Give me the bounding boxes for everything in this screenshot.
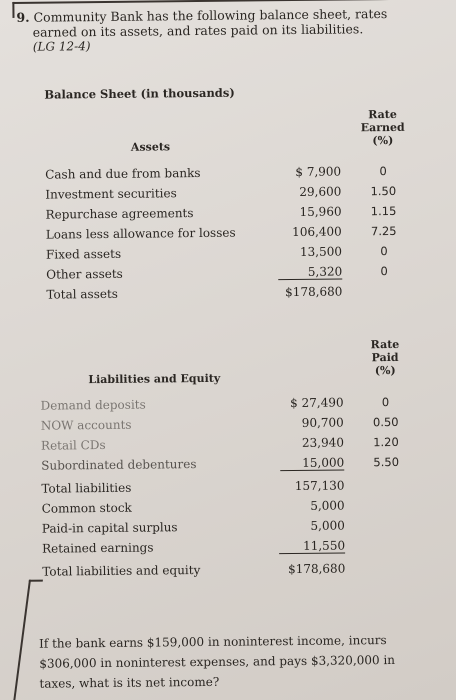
problem-statement (16, 6, 387, 55)
liability-label: Subordinated debentures (41, 457, 197, 473)
liability-label: Retail CDs (40, 437, 106, 453)
rate-earned-line-1: Rate (368, 107, 397, 122)
liability-amount: 15,000 (280, 455, 344, 471)
liability-amount: 90,700 (301, 415, 344, 430)
asset-rate: 0 (380, 264, 388, 279)
problem-number: 9. (16, 9, 30, 25)
question-text (39, 630, 395, 694)
asset-total-row (0, 283, 456, 308)
liability-row (1, 454, 456, 479)
problem-text-1: Community Bank has the following balance sheet, rates (33, 6, 388, 25)
liability-amount: 5,000 (310, 498, 345, 513)
assets-header: Assets (130, 140, 171, 154)
liability-amount: 23,940 (301, 435, 345, 450)
asset-amount: 5,320 (278, 265, 343, 281)
liability-row (2, 537, 456, 562)
liabilities-header: Liabilities and Equity (88, 371, 221, 387)
liability-rate: 5.50 (373, 454, 400, 470)
question-line-3: taxes, what is its net income? (39, 674, 220, 691)
rate-earned-header (357, 108, 407, 148)
rate-paid-line-1: Rate (370, 337, 400, 352)
asset-label: Other assets (46, 266, 123, 282)
asset-amount: 106,400 (292, 224, 342, 240)
question-line-2: $306,000 in noninterest expenses, and pays $3,320,000 in (39, 652, 396, 671)
liability-label: Paid-in capital surplus (41, 520, 178, 536)
liability-total-row (2, 560, 456, 585)
liability-label: Total liabilities and equity (42, 563, 201, 579)
asset-label: Fixed assets (45, 246, 122, 262)
asset-amount: 29,600 (299, 184, 342, 199)
learning-goal: (LG 12-4) (32, 39, 91, 54)
rate-paid-line-2: Paid (371, 350, 399, 365)
asset-amount: 13,500 (299, 244, 343, 259)
liability-label: Retained earnings (41, 540, 154, 556)
liability-rate: 0 (381, 395, 390, 410)
balance-sheet-title: Balance Sheet (in thousands) (44, 85, 235, 102)
liability-amount: $178,680 (287, 561, 346, 577)
asset-rate: 1.50 (370, 183, 397, 199)
asset-amount: $ 7,900 (295, 164, 342, 179)
rate-earned-line-3: (%) (372, 133, 394, 148)
asset-rate: 7.25 (370, 223, 397, 239)
asset-rate: 0 (379, 164, 387, 179)
asset-label: Loans less allowance for losses (45, 225, 236, 242)
asset-amount: 15,960 (299, 204, 342, 219)
asset-label: Cash and due from banks (45, 165, 201, 182)
problem-text-2: earned on its assets, and rates paid on its liabilities. (32, 21, 364, 40)
liability-label: Demand deposits (40, 397, 146, 413)
liability-rate: 0.50 (372, 414, 399, 430)
asset-label: Investment securities (45, 186, 177, 202)
liability-rate: 1.20 (373, 434, 399, 450)
liability-amount: 5,000 (310, 518, 345, 533)
rate-paid-line-3: (%) (374, 363, 396, 378)
question-line-1: If the bank earns $159,000 in noninterest income, incurs (38, 633, 387, 651)
liability-label: Total liabilities (41, 480, 132, 496)
rate-paid-header (360, 338, 410, 378)
liability-label: Common stock (41, 500, 132, 516)
rate-earned-line-2: Earned (360, 120, 405, 135)
asset-label: Total assets (46, 286, 118, 302)
liability-amount: 157,130 (294, 478, 345, 494)
asset-amount: $178,680 (285, 284, 343, 300)
asset-rate: 0 (380, 244, 388, 259)
liability-amount: $ 27,490 (290, 395, 344, 411)
liability-label: NOW accounts (40, 417, 132, 433)
asset-label: Repurchase agreements (45, 206, 194, 222)
liability-amount: 11,550 (279, 538, 345, 554)
asset-rate: 1.15 (370, 203, 397, 219)
